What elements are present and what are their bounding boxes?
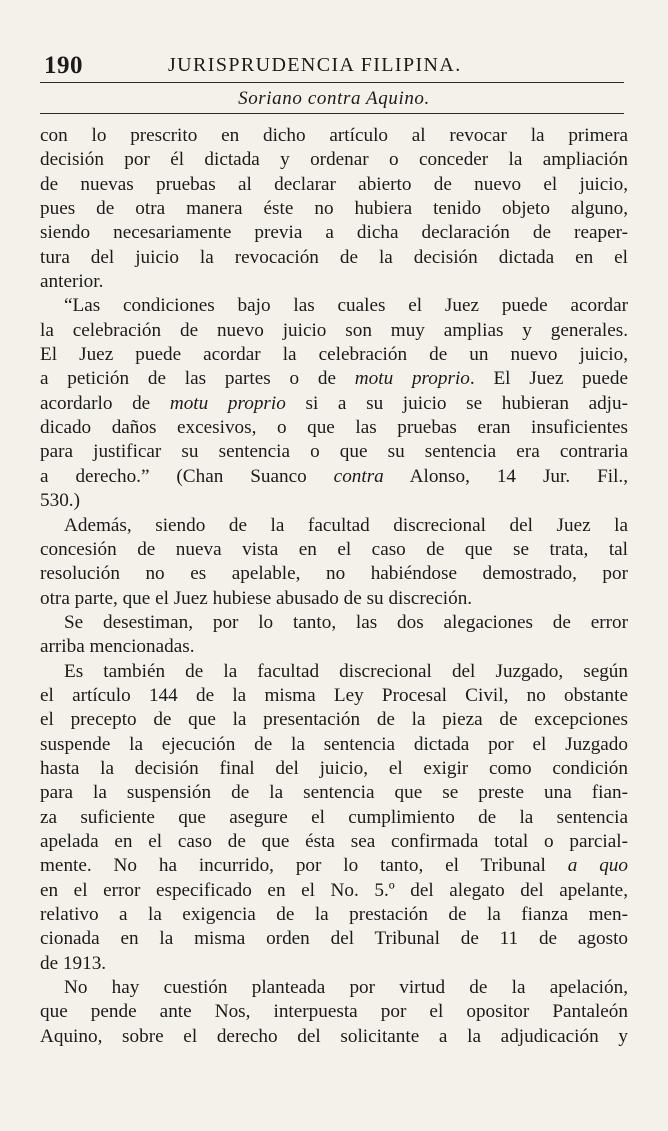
text-line: para la suspensión de la sentencia que se preste una fian- (40, 782, 628, 804)
text-line: cionada en la misma orden del Tribunal de 11 de agosto (40, 928, 628, 950)
paragraph (40, 611, 628, 660)
text-line: la celebración de nuevo juicio son muy amplias y generales. (40, 319, 628, 341)
text-line: Aquino, sobre el derecho del solicitante a la adjudicación y (40, 1025, 628, 1047)
text-line: para justificar su sentencia o que su sentencia era contraria (40, 441, 628, 463)
case-title: Soriano contra Aquino. (238, 88, 430, 109)
text-line: hasta la decisión final del juicio, el exigir como condición (40, 757, 628, 779)
text-line: siendo necesariamente previa a dicha declaración de reaper- (40, 222, 628, 244)
running-header (40, 40, 628, 82)
text-line: otra parte, que el Juez hubiese abusado de su discreción. (40, 587, 473, 609)
text-line: el precepto de que la presentación de la pieza de excepciones (40, 709, 628, 731)
text-line: “Las condiciones bajo las cuales el Juez puede acordar (64, 295, 628, 317)
paragraph (40, 294, 628, 513)
paragraph (40, 976, 628, 1049)
text-line: en el error especificado en el No. 5.º del alegato del apelante, (40, 879, 628, 901)
text-line: apelada en el caso de que ésta sea confirmada total o parcial- (40, 830, 628, 852)
paragraph (40, 660, 628, 976)
document-page (40, 40, 628, 1049)
text-line: a petición de las partes o de motu proprio. El Juez puede (40, 368, 628, 390)
text-line: con lo prescrito en dicho artículo al revocar la primera (40, 125, 628, 146)
text-line: Además, siendo de la facultad discrecional del Juez la (64, 514, 628, 536)
text-line: No hay cuestión planteada por virtud de la apelación, (64, 977, 628, 999)
text-line: za suficiente que asegure el cumplimiento de la sentencia (40, 806, 628, 828)
italic-term: motu proprio (169, 392, 286, 414)
journal-title: JURISPRUDENCIA FILIPINA. (168, 54, 462, 76)
italic-term: motu proprio (354, 368, 470, 390)
text-line: pues de otra manera éste no hubiera tenido objeto alguno, (40, 198, 628, 220)
text-line: resolución no es apelable, no habiéndose demostrado, por (40, 563, 628, 585)
paragraph (40, 514, 628, 611)
text-line: arriba mencionadas. (40, 636, 195, 658)
text-line: a derecho.” (Chan Suanco contra Alonso, 14 Jur. Fil., (40, 465, 628, 487)
text-line: el artículo 144 de la misma Ley Procesal Civil, no obstante (40, 684, 628, 706)
text-line: que pende ante Nos, interpuesta por el opositor Pantaleón (40, 1001, 628, 1023)
text-line: mente. No ha incurrido, por lo tanto, el Tribunal a quo (40, 855, 628, 877)
text-line: El Juez puede acordar la celebración de un nuevo juicio, (40, 344, 628, 366)
text-line: relativo a la exigencia de la prestación de la fianza men- (40, 904, 628, 925)
text-line: dicado daños excesivos, o que las pruebas eran insuficientes (40, 417, 628, 439)
italic-term: contra (333, 465, 384, 487)
text-line: decisión por él dictada y ordenar o conceder la ampliación (40, 149, 628, 171)
italic-term: a quo (567, 855, 628, 877)
paragraph (40, 124, 628, 294)
text-line: tura del juicio la revocación de la decisión dictada en el (40, 246, 628, 268)
text-line: suspende la ejecución de la sentencia dictada por el Juzgado (40, 733, 628, 755)
header-rule-bottom (40, 113, 624, 114)
text-line: 530.) (40, 490, 80, 512)
text-line: acordarlo de motu proprio si a su juicio se hubieran adju- (40, 392, 628, 414)
text-line: concesión de nueva vista en el caso de que se trata, tal (40, 538, 628, 560)
text-line: Se desestiman, por lo tanto, las dos alegaciones de error (64, 611, 628, 633)
text-line: anterior. (40, 271, 104, 293)
text-line: Es también de la facultad discrecional del Juzgado, según (64, 660, 628, 682)
text-line: de nuevas pruebas al declarar abierto de nuevo el juicio, (40, 173, 628, 195)
text-line: de 1913. (40, 952, 107, 974)
page-number: 190 (44, 52, 83, 79)
header-rule-top (40, 82, 624, 83)
body-text (40, 124, 628, 1049)
